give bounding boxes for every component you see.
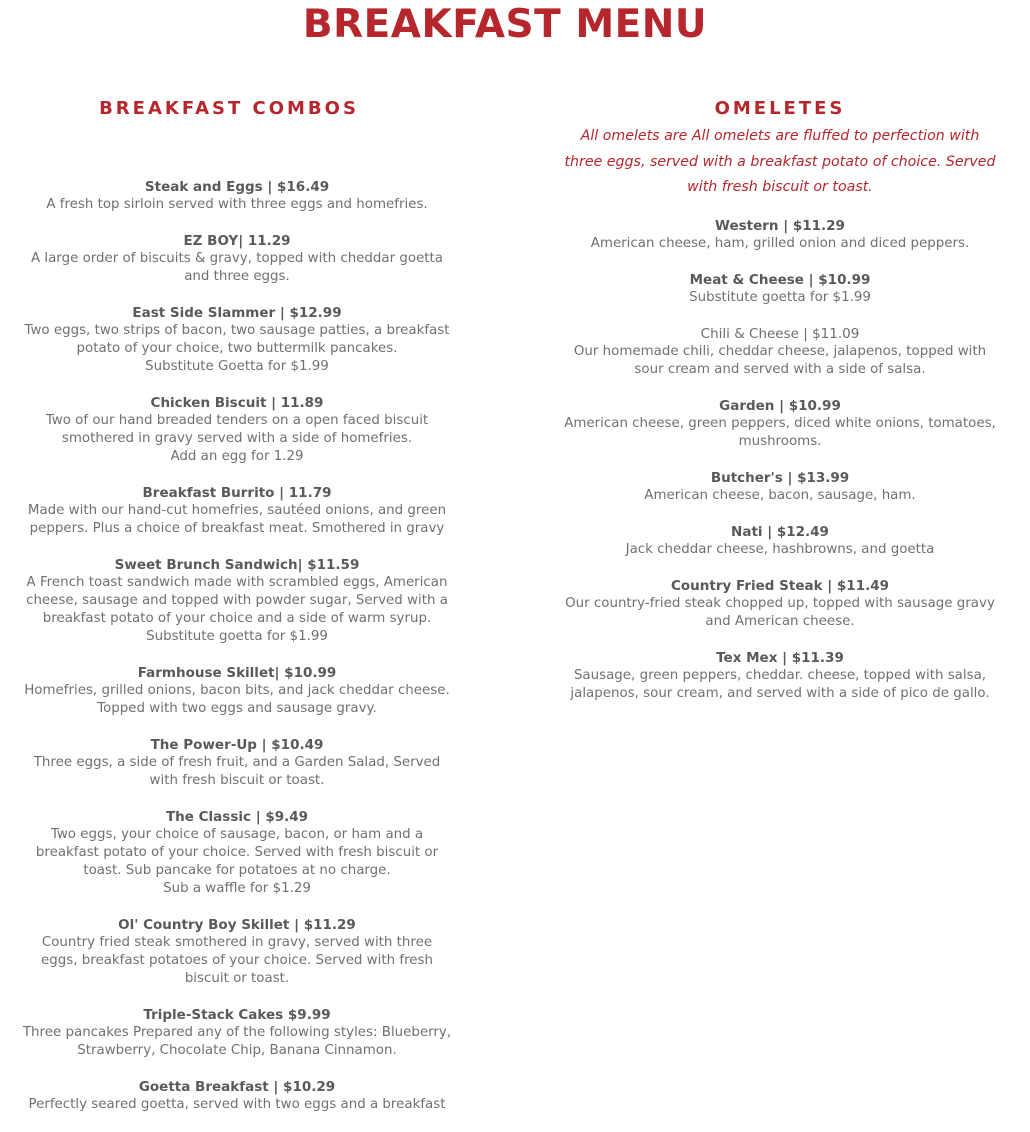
menu-item <box>22 736 452 790</box>
menu-item-description: A French toast sandwich made with scrambled eggs, American cheese, sausage and topped with powder sugar, Served with a breakfast potato of your choice and a side of warm syrup. <box>26 575 448 626</box>
menu-item <box>22 304 452 376</box>
menu-item-description: Two eggs, two strips of bacon, two sausage patties, a breakfast potato of your choice, two buttermilk pancakes. <box>24 323 450 356</box>
menu-item-description: American cheese, green peppers, diced white onions, tomatoes, mushrooms. <box>564 415 996 449</box>
breakfast-combos-section <box>22 96 452 1132</box>
breakfast-combos-heading: BREAKFAST COMBOS <box>99 98 359 119</box>
menu-item-name: Farmhouse Skillet| $10.99 <box>137 665 337 681</box>
menu-item-name: EZ BOY| 11.29 <box>183 233 291 249</box>
omeletes-heading: OMELETES <box>714 98 846 119</box>
menu-item <box>560 217 1000 253</box>
omeletes-intro: All omelets are All omelets are fluffed to perfection with three eggs, served with a breakfast potato of choice. Served with fresh biscuit or toast. <box>564 128 996 195</box>
menu-item-description: Sausage, green peppers, cheddar. cheese, topped with salsa, jalapenos, sour cream, and served with a side of pico de gallo. <box>570 667 990 701</box>
menu-item-description: Perfectly seared goetta, served with two eggs and a breakfast <box>28 1097 446 1112</box>
menu-item-description: Three eggs, a side of fresh fruit, and a Garden Salad, Served with fresh biscuit or toast. <box>33 755 441 788</box>
menu-item-description: A fresh top sirloin served with three eggs and homefries. <box>46 197 428 212</box>
menu-item-description: Made with our hand-cut homefries, sautéed onions, and green peppers. Plus a choice of breakfast meat. Smothered in gravy <box>27 503 447 536</box>
menu-item-description: Sub a waffle for $1.29 <box>163 881 311 896</box>
menu-item-name: East Side Slammer | $12.99 <box>132 305 342 321</box>
menu-item <box>560 523 1000 559</box>
menu-item <box>560 469 1000 505</box>
menu-item-name: Ol' Country Boy Skillet | $11.29 <box>118 917 356 933</box>
menu-item-name: Nati | $12.49 <box>731 523 829 540</box>
menu-item-description: Our country-fried steak chopped up, topped with sausage gravy and American cheese. <box>565 595 995 629</box>
menu-item-description: Jack cheddar cheese, hashbrowns, and goetta <box>625 541 935 557</box>
menu-item-description: Add an egg for 1.29 <box>170 449 304 464</box>
menu-item-name: Chicken Biscuit | 11.89 <box>150 395 324 411</box>
menu-item-name: Country Fried Steak | $11.49 <box>670 577 890 594</box>
page-title: BREAKFAST MENU <box>302 2 708 47</box>
menu-item-description: American cheese, bacon, sausage, ham. <box>644 487 916 503</box>
menu-item <box>22 178 452 214</box>
menu-item <box>560 271 1000 307</box>
menu-item-name: Steak and Eggs | $16.49 <box>144 179 330 195</box>
menu-item-description: American cheese, ham, grilled onion and diced peppers. <box>590 235 970 251</box>
menu-item <box>22 394 452 466</box>
menu-item-name: The Classic | $9.49 <box>165 809 309 825</box>
menu-item-name: The Power-Up | $10.49 <box>150 737 324 753</box>
menu-item-description: Our homemade chili, cheddar cheese, jalapenos, topped with sour cream and served with a side of salsa. <box>573 343 987 377</box>
menu-item-description: A large order of biscuits & gravy, topped with cheddar goetta and three eggs. <box>30 251 444 284</box>
menu-item-name: Butcher's | $13.99 <box>710 469 850 486</box>
menu-item-name: Triple-Stack Cakes $9.99 <box>143 1007 331 1023</box>
menu-item <box>22 916 452 988</box>
menu-item-description: Substitute goetta for $1.99 <box>146 629 328 644</box>
menu-item <box>22 484 452 538</box>
menu-item <box>22 664 452 718</box>
menu-item <box>560 325 1000 379</box>
omeletes-section <box>560 96 1000 721</box>
menu-item-description: Two eggs, your choice of sausage, bacon, or ham and a breakfast potato of your choice. Served with fresh biscuit or toast. Sub pancake for potatoes at no charge. <box>35 827 439 878</box>
menu-item-name: Western | $11.29 <box>715 217 845 234</box>
menu-item-description: Homefries, grilled onions, bacon bits, and jack cheddar cheese. Topped with two eggs and sausage gravy. <box>24 683 450 716</box>
menu-item-description: Two of our hand breaded tenders on a open faced biscuit smothered in gravy served with a side of homefries. <box>45 413 429 446</box>
menu-item <box>22 1006 452 1060</box>
menu-item-name: Tex Mex | $11.39 <box>716 649 844 666</box>
menu-item-description: Three pancakes Prepared any of the following styles: Blueberry, Strawberry, Chocolate Chip, Banana Cinnamon. <box>22 1025 452 1058</box>
menu-item-description: Substitute Goetta for $1.99 <box>145 359 329 374</box>
menu-item-name: Meat & Cheese | $10.99 <box>689 271 871 288</box>
menu-item-description: Substitute goetta for $1.99 <box>689 289 871 305</box>
menu-item <box>560 397 1000 451</box>
menu-item <box>22 808 452 898</box>
breakfast-combos-list <box>22 178 452 1114</box>
menu-item <box>22 556 452 646</box>
omeletes-list <box>560 217 1000 703</box>
menu-item <box>22 232 452 286</box>
menu-item-name: Goetta Breakfast | $10.29 <box>138 1079 336 1095</box>
menu-item <box>560 649 1000 703</box>
menu-item-name: Sweet Brunch Sandwich| $11.59 <box>114 557 360 573</box>
menu-item-name: Breakfast Burrito | 11.79 <box>142 485 332 501</box>
menu-item-name: Garden | $10.99 <box>719 397 841 414</box>
menu-item-name: Chili & Cheese | $11.09 <box>700 325 860 342</box>
menu-item <box>560 577 1000 631</box>
menu-item-description: Country fried steak smothered in gravy, served with three eggs, breakfast potatoes of your choice. Served with fresh biscuit or toast. <box>41 935 433 986</box>
